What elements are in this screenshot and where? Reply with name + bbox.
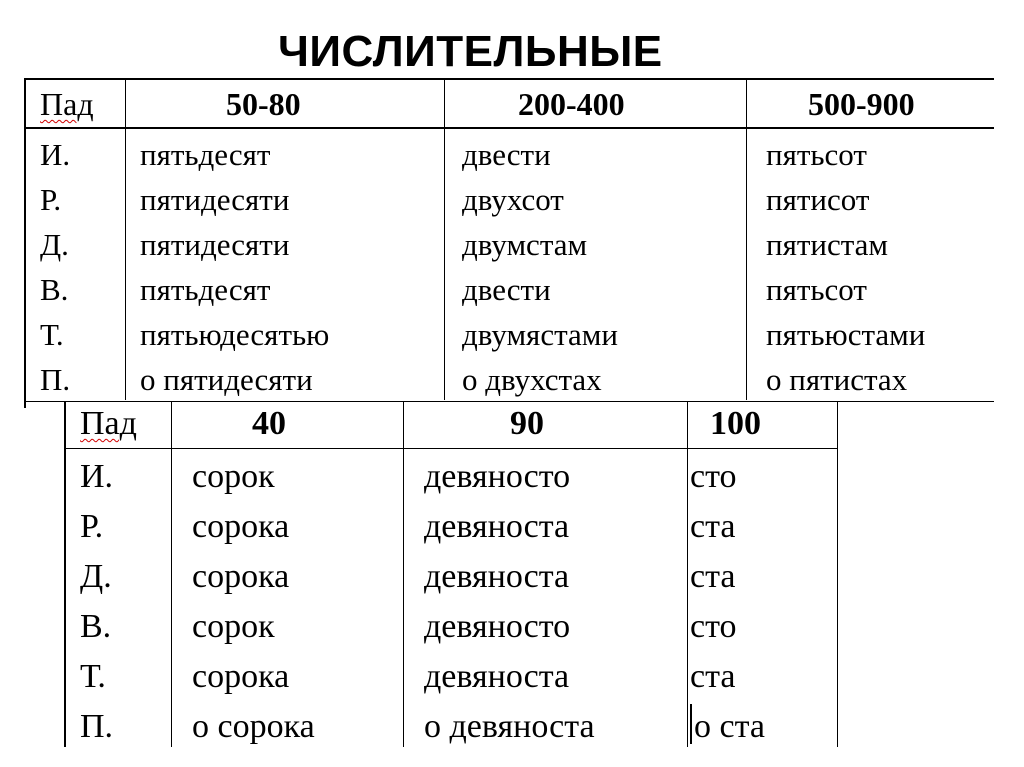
table2-row-case: Р. xyxy=(80,508,104,545)
table2-cell: сорока xyxy=(192,558,290,595)
table2-cell: девяносто xyxy=(424,458,571,495)
table2-cell: о девяноста xyxy=(424,708,595,745)
table2-divider-col2 xyxy=(403,402,404,747)
table2-row-case: В. xyxy=(80,608,112,645)
table1-header-200-400: 200-400 xyxy=(518,86,625,122)
table2-header-case: Пад xyxy=(80,405,137,442)
table2-cell: сто xyxy=(690,458,737,495)
table2-cell: сорок xyxy=(192,458,275,495)
table2-border-right xyxy=(837,402,838,747)
table2-cell: сорока xyxy=(192,508,290,545)
table2-cell: сорок xyxy=(192,608,275,645)
table1-cell: пятисот xyxy=(766,182,870,217)
table1-cell: о пятистах xyxy=(766,362,908,397)
table2-header-90: 90 xyxy=(510,405,544,442)
table1-cell: пятьюдесятью xyxy=(140,317,330,352)
table1-cell: пятьдесят xyxy=(140,272,271,307)
table2-cell: о сорока xyxy=(192,708,315,745)
table1-cell: о двухстах xyxy=(462,362,602,397)
table2-header-divider xyxy=(64,448,838,449)
table1-cell: о пятидесяти xyxy=(140,362,313,397)
table1-cell: пятидесяти xyxy=(140,182,290,217)
table2-text-cursor xyxy=(690,704,692,744)
table1-row-case: Д. xyxy=(40,227,69,262)
table2-cell: о ста xyxy=(694,708,765,745)
table1-cell: пятьюстами xyxy=(766,317,926,352)
table2-cell: сто xyxy=(690,608,737,645)
table2-row-case: Д. xyxy=(80,558,112,595)
table2-header-100: 100 xyxy=(710,405,761,442)
table2-cell: девяноста xyxy=(424,508,570,545)
table2-cell: девяноста xyxy=(424,658,570,695)
table1-header-case: Пад xyxy=(40,86,94,122)
table2-header-40: 40 xyxy=(252,405,286,442)
table2-divider-col1 xyxy=(171,402,172,747)
table1-cell: пятистам xyxy=(766,227,889,262)
table1-row-case: В. xyxy=(40,272,69,307)
table2-cell: ста xyxy=(690,558,736,595)
table1-cell: двести xyxy=(462,137,551,172)
table1-row-case: П. xyxy=(40,362,71,397)
table2-cell: девяносто xyxy=(424,608,571,645)
table1-cell: пятьдесят xyxy=(140,137,271,172)
table1-header-500-900: 500-900 xyxy=(808,86,915,122)
table2-border-left xyxy=(64,402,66,747)
table1-cell: двухсот xyxy=(462,182,564,217)
table1-row-case: Р. xyxy=(40,182,62,217)
table2-cell: ста xyxy=(690,508,736,545)
table1-row-case: И. xyxy=(40,137,71,172)
page-title: ЧИСЛИТЕЛЬНЫЕ xyxy=(278,27,663,76)
table2-divider-col3 xyxy=(687,402,688,747)
table2-cell: ста xyxy=(690,658,736,695)
table1-cell: пятьсот xyxy=(766,272,867,307)
table1-cell: двумстам xyxy=(462,227,588,262)
table2-cell: сорока xyxy=(192,658,290,695)
table1-cell: пятьсот xyxy=(766,137,867,172)
table2-row-case: И. xyxy=(80,458,114,495)
table1-row-case: Т. xyxy=(40,317,64,352)
table2-cell: девяноста xyxy=(424,558,570,595)
table1-cell: двумястами xyxy=(462,317,618,352)
table2-row-case: Т. xyxy=(80,658,106,695)
table2-row-case: П. xyxy=(80,708,114,745)
table1-cell: двести xyxy=(462,272,551,307)
table1-header-50-80: 50-80 xyxy=(226,86,301,122)
table1-cell: пятидесяти xyxy=(140,227,290,262)
